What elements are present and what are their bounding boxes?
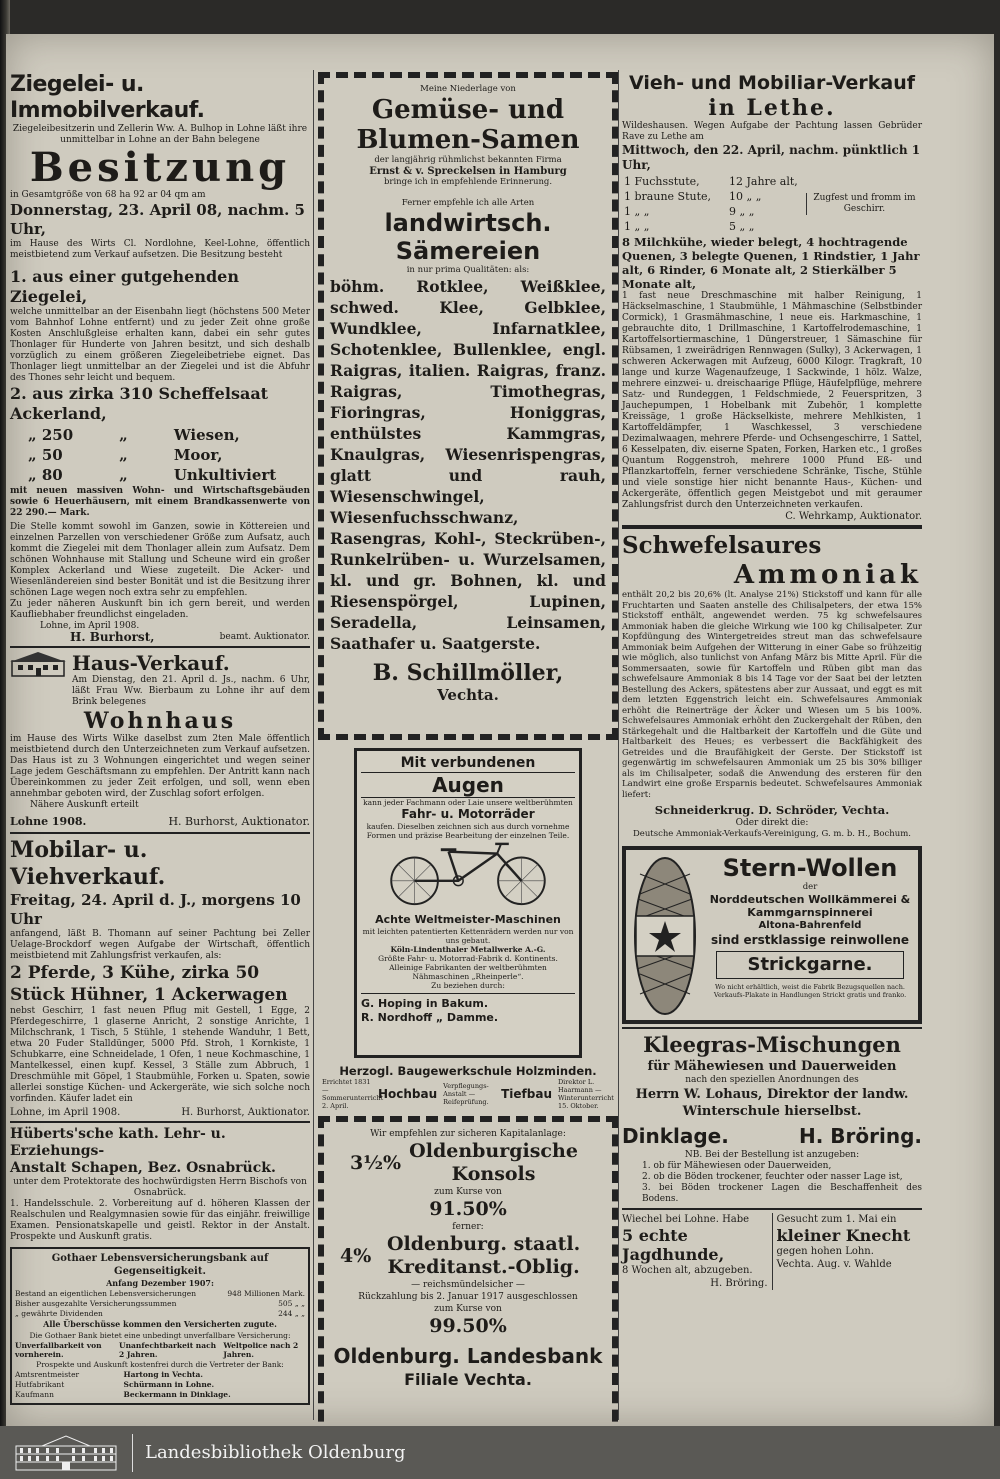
ad-date: Mittwoch, den 22. April, nachm. pünktlich 1 Uhr, bbox=[622, 143, 921, 172]
ad-mini: Direktor L. Haarmann — Winterunterricht 15. Oktober. bbox=[557, 1078, 614, 1110]
ad-place: in Lethe. bbox=[708, 95, 836, 121]
ad-supplier: Schneiderkrug. D. Schröder, Vechta. bbox=[654, 803, 890, 817]
ad-signature: Vechta. Aug. v. Wahlde bbox=[776, 1259, 892, 1270]
horse: 1 „ „ bbox=[624, 220, 650, 233]
ad-mini: Verpflegungs-Anstalt — Reifeprüfung. bbox=[443, 1082, 489, 1106]
ad-firm: Ernst & v. Spreckelsen in Hamburg bbox=[369, 166, 567, 177]
ad-sub: nach den speziellen Anordnungen des bbox=[685, 1075, 859, 1085]
table-row bbox=[15, 1380, 305, 1390]
ad-note: — reichsmündelsicher — bbox=[411, 1280, 525, 1290]
ad-bank: Oldenburg. Landesbank bbox=[333, 1344, 603, 1368]
ad-small: Wo nicht erhältlich, weist die Fabrik Bezugsquellen nach. Verkaufs-Plakate in Handlungen Strickt gratis und franko. bbox=[713, 983, 907, 999]
ad-date: Donnerstag, 23. April 08, nachm. 5 Uhr, bbox=[10, 201, 305, 238]
ad-sub: der langjährig rühmlichst bekannten Firma bbox=[374, 155, 562, 165]
ad-sub: für Mähewiesen und Dauerweiden bbox=[647, 1059, 897, 1074]
ad-intro: Wiechel bei Lohne. Habe bbox=[622, 1214, 750, 1225]
ad-ammoniak bbox=[622, 532, 922, 840]
ad-name: H. Bröring. bbox=[798, 1124, 922, 1148]
ad-sub: in nur prima Qualitäten: als: bbox=[406, 265, 530, 275]
ad-text: welche unmittelbar an der Eisenbahn liegt (höchstens 500 Meter vom Bahnhof Lohne entfernt) und zu jeder Zeit ohne große Kosten Anschlußgleise erhalten kann, dabei ein sehr gutes Thonlager für Hunderte von Jahren besitzt, und sich deshalb vorzüglich zu einem größeren Ziegeleibetriebe eignet. Das Thonlager liegt unmittelbar an der Ziegelei und ist die Abfuhr des Thones sehr leicht und bequem. bbox=[10, 307, 310, 383]
ad-note: Alle Überschüsse kommen den Versicherten zugute. bbox=[43, 1319, 277, 1329]
table-row bbox=[15, 1309, 305, 1319]
ad-intro: Wildeshausen. Wegen Aufgabe der Pachtung lassen Gebrüder Rave zu Lethe am bbox=[622, 121, 922, 142]
ad-intro: anfangend, läßt B. Thomann auf seiner Pachtung bei Zeller Uelage-Brockdorf wegen Aufgabe der Wirtschaft, öffentlich meistbietend mit Zahlungsfrist verkaufen, als: bbox=[10, 929, 310, 961]
ad-text: unter dem Protektorate des hochwürdigsten Herrn Bischofs von Osnabrück. bbox=[13, 1177, 307, 1198]
ad-title: Oldenburgische Konsols bbox=[409, 1140, 578, 1185]
ad-text: enthält 20,2 bis 20,6% (lt. Analyse 21%) Stickstoff und kann für alle Fruchtarten und Saaten anstelle des Chilisalpeters, der etwa 15% Stickstoff enthält, angewendet werden. 75 kg schwefelsaures Ammoniak haben die gleiche Wirkung wie 100 kg Chilisalpeter. Zur Kopfdüngung des Wintergetreides streut man das schwefelsaure Ammoniak beim Aufgehen der Witterung in einer Gabe so frühzeitig wie möglich, also tunlichst von Anfang März bis Mitte April. Für die Sommersaaten, sowie für Kartoffeln und Rüben gibt man das schwefelsaure Ammoniak 8 bis 14 Tage vor der Saat bei der letzten Bestellung des Ackers, spätestens aber zur Aussaat, und eggt es mit dem letzten Eggenstrich leicht ein. Schwefelsaures Ammoniak erhöht die Reinerträge der Äcker und Wiesen um 5 bis 100%. Schwefelsaures Ammoniak erhöht den Zuckergehalt der Rüben, den Stärkegehalt und die Haltbarkeit der Kartoffeln und die Güte und Haltbarkeit des Heues; es verbessert die Backfähigkeit des Getreides und die Braufähigkeit der Gerste. Der Stickstoff ist gegenwärtig im schwefelsauren Ammoniak um 25 bis 30% billiger als im Chilisalpeter, sodaß die Anwendung des ersteren für den Landwirt eine große Ersparnis bedeutet. Schwefelsaures Ammoniak liefert: bbox=[622, 590, 922, 800]
stat-value: 505 „ „ bbox=[278, 1299, 305, 1308]
horses-note: Zugfest und fromm im Geschirr. bbox=[806, 193, 922, 215]
ad-text: 1 fast neue Dreschmaschine mit halber Reinigung, 1 Häckselmaschine, 1 Staubmühle, 1 Mähmaschine (Selbstbinder Cormick), 1 Grasmähmaschine, 1 neue eis. Harkmaschine, 1 gebrauchte dito, 1 Drillmaschine, 1 Kartoffelrodemaschine, 1 Kartoffelsortiermaschine, 1 Düngerstreuer, 1 Sämaschine für Rübsamen, 1 zweirädrigen Rennwagen (Sulky), 3 Ackerwagen, 1 schweren Ackerwagen mit Aufzeug, 6000 Kilogr. Tragkraft, 10 lange und kurze Wagenaufzeuge, 1 Sackwinde, 1 hölz. Walze, mehrere einzwei- u. dreischaarige Pflüge, Häufelpflüge, mehrere Satz- und Rundeggen, 1 Feldschmiede, 2 Feuerspritzen, 3 Jauchepumpen, 1 Hobelbank mit Zubehör, 1 komplette Kreissäge, 1 große Häckselkiste, mehrere Mehlkisten, 1 Kartoffeldämpfer, 1 Waschkessel, 3 verschiedene Dezimalwaagen, mehrere Pferde- und Ochsengeschirre, 1 Sattel, 6 Kesselpaten, div. eiserne Spaten, Forken, Harken etc., 1 großes Quantum Roggenstroh, mehrere 1000 Pfund Eß- und Pflanzkartoffeln, ferner verschiedene Schränke, Tische, Stühle und viele sonstige hier nicht benannte Haus-, Küchen- und Ackergeräte, öffentlich gegen Meistgebot und mit geraumer Zahlungsfrist durch den Unterzeichneten verkaufen. bbox=[622, 291, 922, 510]
list-item: 3. bei Böden trockener Lagen die Beschaffenheit des Bodens. bbox=[642, 1183, 922, 1204]
ad-text: mit leichten patentierten Kettenrädern werden nur von uns gebaut. bbox=[362, 927, 574, 945]
table-row bbox=[15, 1299, 305, 1309]
ad-landesbank bbox=[318, 1116, 618, 1440]
ad-signature: H. Bröring. bbox=[710, 1278, 768, 1289]
ad-product: Strickgarne. bbox=[716, 951, 904, 979]
ad-sub: bringe ich in empfehlende Erinnerung. bbox=[383, 177, 553, 187]
ad-knecht bbox=[772, 1213, 922, 1290]
ad-title: Haus-Verkauf. bbox=[72, 651, 230, 675]
ad-city: Altona-Bahrenfeld bbox=[758, 920, 862, 931]
ad-title: Blumen-Samen bbox=[356, 125, 580, 155]
ad-intro: Gesucht zum 1. Mai ein bbox=[776, 1214, 897, 1225]
ad-title: Schwefelsaures bbox=[622, 532, 822, 559]
ad-text: 1. Handelsschule. 2. Vorbereitung auf d. höheren Klassen der Realschulen und Realgymnasien sowie für das einjähr. freiwillige Examen. Pensionatskapelle und geistl. Rektor in der Anstalt. Prospekte und Auskunft gratis. bbox=[10, 1199, 310, 1242]
ad-text: kaufen. Dieselben zeichnen sich aus durch vornehme Formen und präzise Bearbeitung der einzelnen Teile. bbox=[366, 822, 570, 840]
ad-percent: 4% bbox=[340, 1244, 372, 1267]
ad-gothaer-bank bbox=[10, 1247, 310, 1405]
ad-title: Stern-Wollen bbox=[722, 854, 898, 882]
ad-sub: Ferner empfehle ich alle Arten bbox=[401, 198, 535, 208]
rep-role: Hutfabrikant bbox=[15, 1380, 65, 1389]
ad-text: mit neuen massiven Wohn- und Wirtschaftsgebäuden sowie 6 Heuerhäusern, mit einem Brandkassenwerte von 22 290.— Mark. bbox=[10, 486, 310, 518]
ad-note: Rückzahlung bis 2. Januar 1917 ausgeschlossen bbox=[358, 1292, 578, 1302]
ad-ziegelei bbox=[10, 72, 310, 643]
ad-signature: H. Burhorst, Auktionator. bbox=[168, 815, 310, 828]
ad-mobilar-viehverkauf bbox=[10, 837, 310, 1118]
ad-schapen-school bbox=[10, 1126, 310, 1243]
ad-title-2: Anstalt Schapen, Bez. Osnabrück. bbox=[10, 1160, 276, 1176]
list-item: 1. ob für Mähewiesen oder Dauerweiden, bbox=[642, 1161, 832, 1171]
ad-kleegras bbox=[622, 1032, 922, 1205]
table-row bbox=[24, 446, 280, 464]
horses-table bbox=[622, 173, 800, 235]
ad-maker: Köln-Lindenthaler Metallwerke A.-G. bbox=[390, 945, 546, 954]
ad-text: 8 Wochen alt, abzugeben. bbox=[622, 1265, 753, 1276]
table-row bbox=[624, 190, 798, 203]
ad-samen bbox=[318, 72, 618, 740]
land-table bbox=[22, 424, 282, 486]
dealer: R. Nordhoff „ Damme. bbox=[361, 1011, 499, 1024]
ad-price-label: zum Kurse von bbox=[434, 1304, 502, 1314]
ad-title: Gothaer Lebensversicherungsbank auf Gegenseitigkeit. bbox=[51, 1253, 269, 1277]
ad-maker: Norddeutschen Wollkämmerei & Kammgarnspinnerei bbox=[709, 893, 911, 919]
stat-label: „ gewährte Dividenden bbox=[15, 1309, 103, 1318]
ad-text: kann jeder Fachmann oder Laie unsere weltberühmten bbox=[363, 798, 573, 807]
land-type: Moor, bbox=[173, 446, 223, 464]
ad-note: Die Gothaer Bank bietet eine unbedingt unverfallbare Versicherung: bbox=[29, 1331, 291, 1340]
horse: 1 braune Stute, bbox=[624, 190, 711, 203]
library-building-logo bbox=[12, 1434, 120, 1472]
ad-title: landwirtsch. Sämereien bbox=[384, 209, 552, 265]
ad-jagdhunde bbox=[622, 1213, 772, 1290]
ad-tiefbau: Tiefbau bbox=[501, 1087, 552, 1101]
ad-size: in Gesamtgröße von 68 ha 92 ar 04 qm am bbox=[10, 190, 206, 200]
land-qty: „ 50 bbox=[28, 446, 63, 464]
stat-value: 948 Millionen Mark. bbox=[227, 1289, 305, 1298]
ad-branch: Filiale Vechta. bbox=[404, 1370, 532, 1389]
ad-signature-role: beamt. Auktionator. bbox=[219, 632, 310, 642]
house-icon bbox=[10, 651, 66, 677]
rep-name: Schürmann in Lohne. bbox=[123, 1380, 215, 1389]
ad-text: der bbox=[802, 882, 818, 892]
ad-lot: 1. aus einer gutgehenden Ziegelei, bbox=[10, 267, 239, 306]
library-footer bbox=[0, 1426, 1000, 1479]
ad-text: Zu beziehen durch: bbox=[431, 981, 505, 990]
ad-signature: H. Burhorst, bbox=[70, 630, 155, 644]
ad-title-2: Augen bbox=[361, 772, 575, 798]
ad-place-date: Lohne 1908. bbox=[10, 815, 87, 828]
middle-column bbox=[318, 72, 618, 1440]
ad-title: Herzogl. Baugewerkschule Holzminden. bbox=[339, 1064, 597, 1078]
table-row bbox=[15, 1390, 305, 1400]
ad-title: Ziegelei- u. Immobilverkauf. bbox=[10, 72, 205, 123]
stats-table bbox=[15, 1289, 305, 1319]
reps-table bbox=[15, 1370, 305, 1400]
ad-place-date: Lohne, im April 1908. bbox=[40, 621, 140, 631]
ad-hochbau: Hochbau bbox=[377, 1087, 438, 1101]
ad-sub: Herrn W. Lohaus, Direktor der landw. Winterschule hierselbst. bbox=[635, 1087, 909, 1119]
ad-place-date: Lohne, im April 1908. bbox=[10, 1107, 121, 1118]
divider bbox=[622, 525, 922, 529]
rep-role: Amtsrentmeister bbox=[15, 1370, 80, 1379]
rep-name: Hartong in Vechta. bbox=[123, 1370, 203, 1379]
ad-text: Am Dienstag, den 21. April d. Js., nachm. 6 Uhr, läßt Frau Ww. Bierbaum zu Lohne ihr auf dem Brink belegenes bbox=[72, 675, 310, 707]
ad-text: Größte Fahr- u. Motorrad-Fabrik d. Kontinents. Alleinige Fabrikanten der weltberühmten Nähmaschinen „Rheinperle“. bbox=[378, 954, 558, 981]
land-unit: „ bbox=[119, 446, 128, 464]
ad-title: Oldenburg. staatl. Kreditanst.-Oblig. bbox=[386, 1233, 581, 1278]
table-row bbox=[15, 1370, 305, 1380]
ad-closing: Zu jeder näheren Auskunft bin ich gern bereit, und werden Kaufliebhaber freundlichst eingeladen. bbox=[10, 599, 310, 620]
ad-tag: sind erstklassige reinwollene bbox=[710, 933, 910, 947]
land-type: Wiesen, bbox=[173, 426, 240, 444]
ad-mini: Errichtet 1831 — Sommerunterricht 2. April. bbox=[322, 1078, 384, 1110]
table-row bbox=[624, 205, 798, 218]
ad-nb: NB. Bei der Bestellung ist anzugeben: bbox=[684, 1150, 860, 1160]
ad-place: im Hause des Wirts Cl. Nordlohne, Keel-Lohne, öffentlich meistbietend zum Verkauf aufsetzen. Die Besitzung besteht bbox=[10, 239, 310, 260]
ad-signature: B. Schillmöller, bbox=[372, 660, 564, 686]
ad-lot: Stück Hühner, 1 Ackerwagen bbox=[10, 985, 288, 1005]
feature: Unanfechtbarkeit nach 2 Jahren. bbox=[119, 1341, 217, 1359]
column-divider bbox=[618, 70, 619, 1420]
ad-product: Fahr- u. Motorräder bbox=[401, 807, 535, 821]
ad-headline: Besitzung bbox=[29, 144, 291, 191]
ad-price-label: zum Kurse von bbox=[434, 1187, 502, 1197]
ad-percent: 3½% bbox=[350, 1151, 402, 1174]
table-row bbox=[624, 220, 798, 233]
ad-title: Mit verbundenen bbox=[400, 755, 536, 771]
horse-age: 5 „ „ bbox=[729, 220, 755, 233]
right-column bbox=[622, 72, 922, 1290]
ad-small-notices bbox=[622, 1213, 922, 1290]
table-row bbox=[622, 1213, 922, 1290]
ad-prospectus: Prospekte und Auskunft kostenfrei durch die Vertreter der Bank: bbox=[36, 1360, 284, 1369]
ad-lot: 2 Pferde, 3 Kühe, zirka 50 bbox=[10, 963, 260, 983]
yarn-skein-icon bbox=[630, 854, 700, 1019]
ad-intro: Ziegeleibesitzerin und Zellerin Ww. A. Bulhop in Lohne läßt ihre unmittelbar in Lohne an der Bahn belegene bbox=[12, 124, 308, 145]
ad-title: Vieh- und Mobiliar-Verkauf bbox=[628, 72, 916, 94]
table-row bbox=[24, 466, 280, 484]
ad-price: 91.50% bbox=[429, 1198, 507, 1220]
ad-title: Hüberts'sche kath. Lehr- u. Erziehungs- bbox=[10, 1126, 226, 1159]
ad-text: im Hause des Wirts Wilke daselbst zum 2ten Male öffentlich meistbietend durch den Unterzeichneten zum Verkauf aufsetzen. Das Haus ist zu 3 Wohnungen eingerichtet und wegen seiner Lage jedem Geschäftsmann zu empfehlen. Der Antritt kann nach Übereinkommen zu jeder Zeit erfolgen, und soll, wenn eben annehmbar geboten wird, der Zuschlag sofort erfolgen. bbox=[10, 734, 310, 799]
land-type: Unkultiviert bbox=[173, 466, 277, 484]
ad-signature: H. Burhorst, Auktionator. bbox=[181, 1107, 310, 1118]
rep-role: Kaufmann bbox=[15, 1390, 54, 1399]
ad-headline: Wohnhaus bbox=[83, 708, 237, 734]
land-unit: „ bbox=[119, 426, 128, 444]
ad-title: Mobilar- u. Viehverkauf. bbox=[10, 837, 166, 890]
ad-text: gegen hohen Lohn. bbox=[776, 1246, 874, 1257]
ad-title: Ammoniak bbox=[733, 560, 922, 590]
ad-date: Freitag, 24. April d. J., morgens 10 Uhr bbox=[10, 891, 301, 928]
table-row bbox=[624, 175, 798, 188]
horse: 1 „ „ bbox=[624, 205, 650, 218]
ad-lot: 2. aus zirka 310 Scheffelsaat Ackerland, bbox=[10, 384, 269, 423]
divider bbox=[622, 1208, 922, 1210]
ad-subtitle: Anfang Dezember 1907: bbox=[106, 1278, 214, 1288]
ad-cattle: 8 Milchkühe, wieder belegt, 4 hochtragende Quenen, 3 belegte Quenen, 1 Rindstier, 1 Jahr alt, 6 Rinder, 6 Monate alt, 2 Stierkälber 5 Monate alt, bbox=[622, 235, 920, 291]
ad-text: Oder direkt die: bbox=[735, 818, 809, 828]
ad-vieh-mobiliar bbox=[622, 72, 922, 522]
ad-signature: C. Wehrkamp, Auktionator. bbox=[785, 511, 922, 522]
ad-headline: 5 echte Jagdhunde, bbox=[622, 1226, 725, 1264]
land-qty: „ 80 bbox=[28, 466, 63, 484]
column-divider bbox=[313, 70, 314, 1420]
ad-price: 99.50% bbox=[429, 1315, 507, 1337]
ad-baugewerkschule bbox=[318, 1064, 618, 1110]
rep-name: Beckermann in Dinklage. bbox=[123, 1390, 231, 1399]
dealer: G. Hoping in Bakum. bbox=[361, 993, 575, 1011]
divider bbox=[622, 1027, 922, 1029]
horse-age: 9 „ „ bbox=[729, 205, 755, 218]
ad-headline: kleiner Knecht bbox=[776, 1226, 911, 1245]
table-row bbox=[15, 1289, 305, 1299]
ad-title: Gemüse- und bbox=[371, 95, 565, 125]
ad-body: Die Stelle kommt sowohl im Ganzen, sowie in Köttereien und einzelnen Parzellen von verschiedener Größe zum Aufsatz, auch kommt die Ziegelei mit dem Thonlager allein zum Aufsatz. Dem schönen Wohnhause mit Stallung und Scheune wird ein großer Komplex Ackerland und Wiese zugeteilt. Die Acker- und Wiesenländereien sind bester Bonität und ist die Besitzung ihrer schönen Lage wegen noch extra sehr zu empfehlen. bbox=[10, 522, 310, 598]
land-unit: „ bbox=[119, 466, 128, 484]
ad-text: ferner: bbox=[452, 1222, 484, 1232]
bicycle-icon bbox=[361, 840, 575, 908]
ad-intro: Wir empfehlen zur sicheren Kapitalanlage: bbox=[370, 1129, 566, 1139]
ad-company: Deutsche Ammoniak-Verkaufs-Vereinigung, G. m. b. H., Bochum. bbox=[632, 829, 912, 839]
ad-title: Kleegras-Mischungen bbox=[643, 1032, 901, 1057]
ad-stern-wollen bbox=[622, 846, 922, 1024]
horse: 1 Fuchsstute, bbox=[624, 175, 700, 188]
list-item: 2. ob die Böden trockener, feuchter oder nasser Lage ist, bbox=[642, 1172, 903, 1182]
horse-age: 12 Jahre alt, bbox=[729, 175, 798, 188]
stat-label: Bestand an eigentlichen Lebensversicherungen bbox=[15, 1289, 197, 1298]
stat-value: 244 „ „ bbox=[278, 1309, 305, 1318]
left-column bbox=[10, 72, 310, 1405]
land-qty: „ 250 bbox=[28, 426, 74, 444]
library-name: Landesbibliothek Oldenburg bbox=[145, 1442, 406, 1463]
ad-city: Vechta. bbox=[437, 686, 499, 704]
ad-city: Dinklage. bbox=[622, 1124, 729, 1148]
ad-fahrraeder bbox=[354, 748, 582, 1058]
seed-list: böhm. Rotklee, Weißklee, schwed. Klee, Gelbklee, Wundklee, Infarnatklee, Schotenklee, Bullenklee, engl. Raigras, italien. Raigras, franz. Raigras, Timothegras, Fioringras, Honiggras, enthülstes Kammgras, Knaulgras, Wiesenrispengras, glatt und rauh, Wiesenschwingel, Wiesenfuchsschwanz, Rasengras, Kohl-, Steckrüben-, Runkelrüben- u. Wurzelsamen, kl. und gr. Bohnen, kl. und Riesenspörgel, Lupinen, Seradella, Leinsamen, Saathafer u. Saatgerste. bbox=[330, 277, 606, 653]
table-row bbox=[24, 426, 280, 444]
horse-age: 10 „ „ bbox=[729, 190, 762, 203]
ad-intro: Meine Niederlage von bbox=[420, 84, 516, 94]
feature: Unverfallbarkeit von vornherein. bbox=[15, 1341, 102, 1359]
footer-separator bbox=[132, 1434, 133, 1472]
divider bbox=[10, 1121, 310, 1123]
ad-brand: Achte Weltmeister-Maschinen bbox=[375, 913, 561, 926]
ad-text: Nähere Auskunft erteilt bbox=[30, 800, 139, 810]
newspaper-page bbox=[6, 34, 994, 1426]
ad-haus-verkauf bbox=[10, 651, 310, 829]
feature: Weltpolice nach 2 Jahren. bbox=[223, 1341, 299, 1359]
divider bbox=[10, 832, 310, 834]
stat-label: Bisher ausgezahlte Versicherungssummen bbox=[15, 1299, 177, 1308]
ad-text: nebst Geschirr, 1 fast neuen Pflug mit Gestell, 1 Egge, 2 Pferdegeschirre, 1 glaserne Anricht, 2 sonstige Anrichte, 1 Milchschrank, 1 Tisch, 5 Stühle, 1 stehende Wanduhr, 1 Bett, etwa 20 Fuder Stalldünger, 5000 Pfd. Stroh, 1 Kornkiste, 1 Schubkarre, eine Schneidelade, 1 Ofen, 1 neue Kochmaschine, 1 Mantelkessel, einen kupf. Kessel, 3 Ställe zum Abbruch, 1 Dreschmühle mit Göpel, 1 Staubmühle, Forken u. Spaten, sowie allerlei sonstige Küchen- und Ackergeräte, wie sich solche noch vorfinden. Käufer ladet ein bbox=[10, 1006, 310, 1104]
divider bbox=[10, 646, 310, 648]
